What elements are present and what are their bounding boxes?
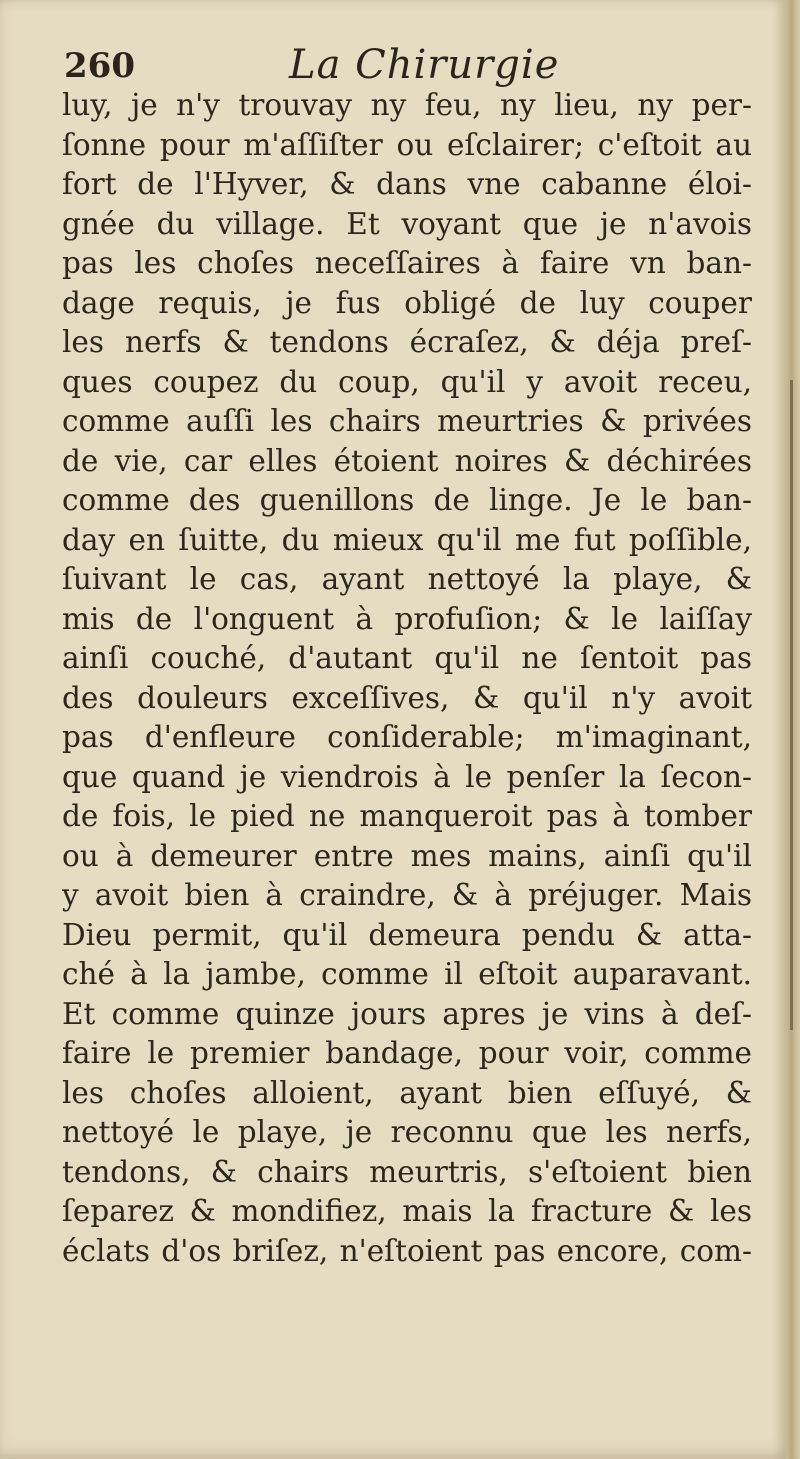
running-head: La Chirurgie [289, 42, 560, 88]
page-number: 260 [64, 46, 135, 86]
text-line: ques coupez du coup, qu'il y avoit receu, [62, 364, 752, 399]
text-line: ché à la jambe, comme il eſtoit auparavant. [62, 957, 752, 991]
text-line: ou à demeurer entre mes mains, ainſi qu'il [62, 838, 752, 873]
text-line: dage requis, je fus obligé de luy couper [62, 285, 752, 320]
binding-shadow [790, 380, 793, 1030]
text-line: Dieu permit, qu'il demeura pendu & atta- [62, 917, 752, 952]
text-line: faire le premier bandage, pour voir, comme [62, 1036, 752, 1070]
text-line: fort de l'Hyver, & dans vne cabanne éloi- [62, 167, 752, 201]
text-line: luy, je n'y trouvay ny feu, ny lieu, ny per- [62, 88, 752, 122]
text-line: les nerfs & tendons écraſez, & déja preſ- [62, 325, 752, 359]
text-line: comme des guenillons de linge. Je le ban- [62, 483, 752, 517]
text-line: de vie, car elles étoient noires & déchirées [62, 443, 752, 478]
text-line: éclats d'os briſez, n'eſtoient pas encore, com- [62, 1233, 752, 1268]
text-line: pas les choſes neceſſaires à faire vn ban- [62, 246, 752, 280]
text-line: nettoyé le playe, je reconnu que les nerfs, [62, 1115, 752, 1149]
page-edge [786, 0, 800, 1459]
text-line: les choſes alloient, ayant bien eſſuyé, & [62, 1075, 752, 1110]
text-line: y avoit bien à craindre, & à préjuger. Mais [62, 878, 752, 912]
text-line: ſeparez & mondifiez, mais la fracture & les [62, 1194, 752, 1228]
text-line: de fois, le pied ne manqueroit pas à tomber [62, 799, 752, 833]
text-line: comme auſſi les chairs meurtries & privées [62, 404, 752, 438]
text-line: ſuivant le cas, ayant nettoyé la playe, & [62, 562, 752, 596]
text-line: gnée du village. Et voyant que je n'avois [62, 206, 752, 241]
text-line: day en ſuitte, du mieux qu'il me fut poſſible, [62, 522, 752, 557]
text-line: Et comme quinze jours apres je vins à deſ- [62, 996, 752, 1031]
text-line: tendons, & chairs meurtris, s'eſtoient bien [62, 1154, 752, 1189]
page-header [64, 42, 744, 92]
text-line: ainſi couché, d'autant qu'il ne ſentoit pas [62, 641, 752, 675]
text-line: que quand je viendrois à le penſer la ſecon- [62, 759, 752, 794]
body-text [62, 86, 752, 1271]
text-line: mis de l'onguent à profuſion; & le laiſſay [62, 601, 752, 636]
text-line: ſonne pour m'aſſiſter ou eſclairer; c'eſtoit au [62, 127, 752, 162]
text-line: des douleurs exceſſives, & qu'il n'y avoit [62, 680, 752, 715]
text-line: pas d'enfleure conſiderable; m'imaginant, [62, 720, 752, 754]
